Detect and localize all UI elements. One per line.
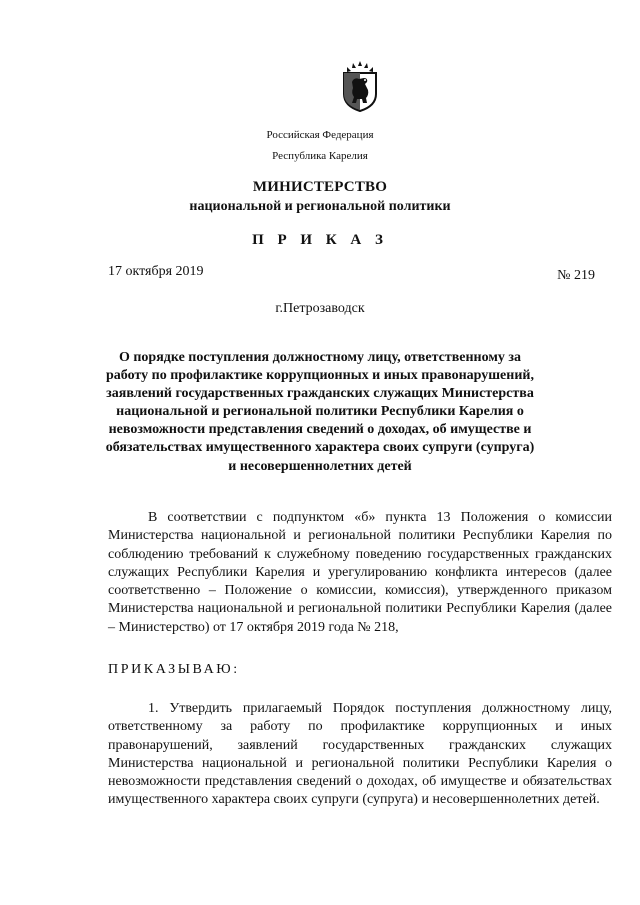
ministry-title: МИНИСТЕРСТВО bbox=[252, 179, 388, 195]
preamble-paragraph: В соответствии с подпунктом «б» пункта 13 Положения о комиссии Министерства национальной и региональной политики Республики Карелия по соблюдению требований к служебному поведению государственных гражданских служащих Республики Карелия и урегулированию конфликта интересов (далее соответственно – Положение о комиссии, комиссия), утвержденного приказом Министерства национальной и региональной политики Республики Карелия (далее – Министерство) от 17 октября 2019 года № 218, bbox=[108, 510, 612, 635]
order-item-1: 1. Утвердить прилагаемый Порядок поступления должностному лицу, ответственному за работу по профилактике коррупционных и иных правонарушений, заявлений государственных гражданских служащих Министерства национальной и региональной политики Республики Карелия о невозможности представления сведений о доходах, об имуществе и обязательствах имущественного характера своих супруги (супруга) и несовершеннолетних детей. bbox=[108, 701, 612, 808]
order-date: 17 октября 2019 bbox=[108, 264, 204, 279]
order-command: ПРИКАЗЫВАЮ: bbox=[108, 662, 240, 677]
country-name: Российская Федерация bbox=[266, 129, 374, 141]
order-subject: О порядке поступления должностному лицу, ответственному за работу по профилактике коррупционных и иных правонарушений, заявлений государственных гражданских служащих Министерства национальной и региональной политики Республики Карелия о невозможности представления сведений о доходах, об имуществе и обязательствах имущественного характера своих супруги (супруга) и несовершеннолетних детей bbox=[105, 350, 535, 474]
order-title: П Р И К А З bbox=[252, 232, 388, 248]
republic-name: Республика Карелия bbox=[272, 150, 368, 162]
karelia-coat-of-arms-icon bbox=[340, 60, 380, 112]
order-city: г.Петрозаводск bbox=[275, 301, 365, 316]
order-number: № 219 bbox=[557, 268, 595, 283]
ministry-subtitle: национальной и региональной политики bbox=[189, 199, 451, 214]
